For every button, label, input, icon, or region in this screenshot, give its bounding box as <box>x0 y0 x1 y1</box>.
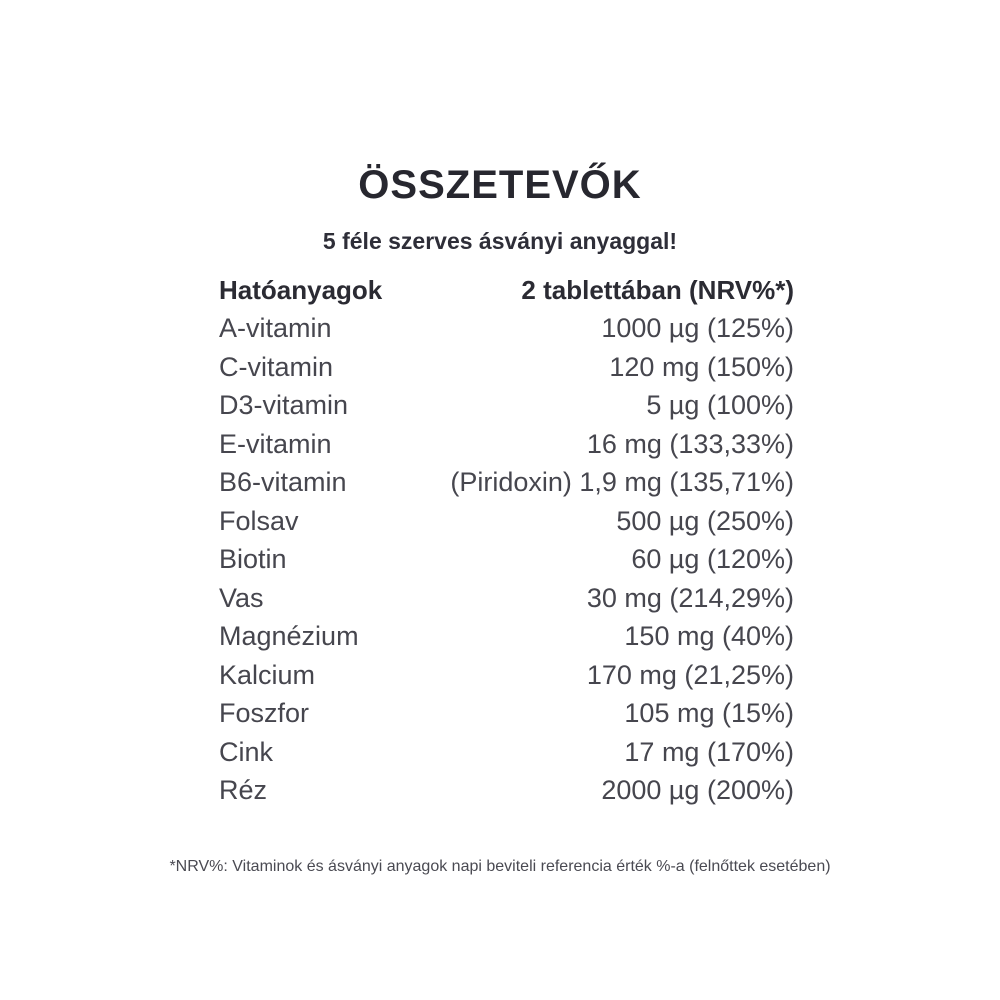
table-row <box>219 695 794 734</box>
ingredient-amount: 17 mg (170%) <box>624 736 794 767</box>
ingredient-name: D3-vitamin <box>219 390 349 421</box>
amount-column-header: 2 tablettában (NRV%*) <box>521 274 794 305</box>
table-body <box>219 310 794 811</box>
table-row <box>219 656 794 695</box>
ingredient-amount: 170 mg (21,25%) <box>586 659 794 690</box>
ingredient-amount: 150 mg (40%) <box>624 621 794 652</box>
ingredient-amount: 60 µg (120%) <box>631 544 794 575</box>
ingredient-name: Biotin <box>219 544 287 575</box>
ingredient-amount: 5 µg (100%) <box>646 390 794 421</box>
table-row <box>219 618 794 657</box>
table-row <box>219 772 794 811</box>
table-row <box>219 733 794 772</box>
ingredient-name: Vas <box>219 582 264 613</box>
table-row <box>219 541 794 580</box>
ingredient-name: Folsav <box>219 505 299 536</box>
ingredient-name: B6-vitamin <box>219 467 347 498</box>
page-subtitle: 5 féle szerves ásványi anyaggal! <box>322 228 678 254</box>
table-row <box>219 464 794 503</box>
ingredient-name: Kalcium <box>219 659 316 690</box>
ingredient-amount: 120 mg (150%) <box>609 351 794 382</box>
ingredient-name: C-vitamin <box>219 351 334 382</box>
table-row <box>219 502 794 541</box>
nrv-footnote: *NRV%: Vitaminok és ásványi anyagok napi beviteli referencia érték %-a (felnőttek esetében) <box>169 858 831 875</box>
table-row <box>219 579 794 618</box>
ingredient-name: Foszfor <box>219 698 310 729</box>
ingredient-name: Réz <box>219 775 268 806</box>
ingredient-amount: 2000 µg (200%) <box>601 775 794 806</box>
ingredient-name: A-vitamin <box>219 313 332 344</box>
ingredients-table <box>219 271 794 810</box>
ingredient-name: E-vitamin <box>219 428 332 459</box>
ingredient-name: Cink <box>219 736 274 767</box>
ingredient-amount: 105 mg (15%) <box>624 698 794 729</box>
ingredient-column-header: Hatóanyagok <box>219 274 383 305</box>
ingredient-amount: 30 mg (214,29%) <box>586 582 794 613</box>
table-row <box>219 310 794 349</box>
ingredient-name: Magnézium <box>219 621 359 652</box>
table-row <box>219 348 794 387</box>
ingredient-amount: (Piridoxin) 1,9 mg (135,71%) <box>450 467 794 498</box>
table-header-row <box>219 271 794 310</box>
ingredient-amount: 1000 µg (125%) <box>601 313 794 344</box>
ingredient-amount: 16 mg (133,33%) <box>586 428 794 459</box>
table-row <box>219 425 794 464</box>
page-title: ÖSSZETEVŐK <box>358 163 642 207</box>
ingredient-amount: 500 µg (250%) <box>616 505 794 536</box>
table-row <box>219 387 794 426</box>
